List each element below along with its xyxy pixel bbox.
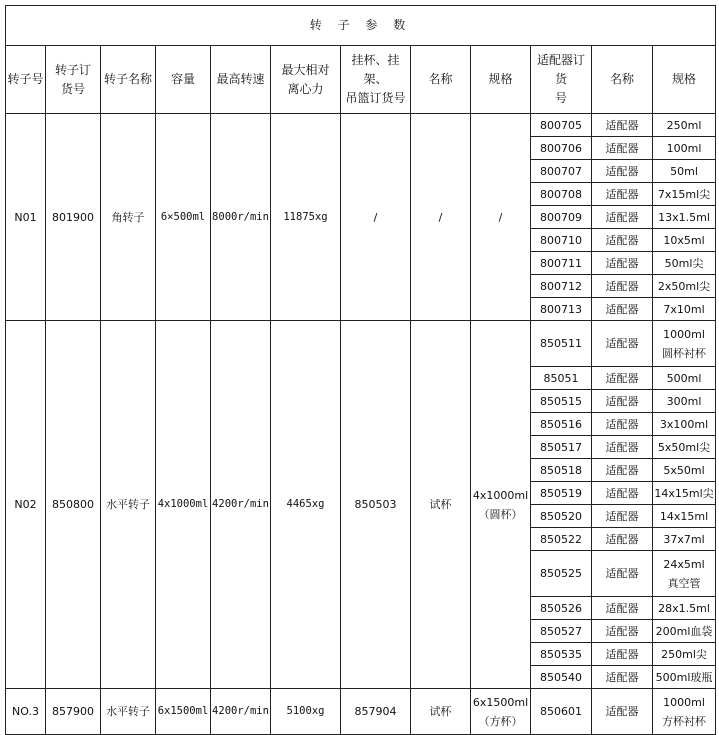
rotor-no-cell: N02 (6, 321, 46, 689)
adapter-spec-line1: 1000ml (663, 695, 705, 709)
adapter-spec-cell (653, 528, 716, 551)
rotor-no-cell: NO.3 (6, 689, 46, 735)
adapter-order-no-cell: 85051 (531, 367, 592, 390)
adapter-spec-line1: 1000ml (663, 327, 705, 341)
header-rotor-name: 转子名称 (101, 46, 156, 114)
adapter-name-cell: 适配器 (592, 666, 653, 689)
adapter-spec-line1: 100ml (666, 141, 702, 155)
adapter-name-cell: 适配器 (592, 597, 653, 620)
adapter-order-no-cell: 800710 (531, 229, 592, 252)
adapter-spec-cell (653, 367, 716, 390)
header-bucket-line3: 吊篮订货号 (345, 91, 406, 105)
header-adapter-order-line2: 号 (554, 91, 567, 105)
bucket-spec-cell (471, 321, 531, 689)
header-order-no-line2: 货号 (60, 81, 85, 96)
adapter-spec-line1: 200ml血袋 (655, 624, 713, 638)
header-capacity: 容量 (156, 46, 211, 114)
header-max-rcf-line1: 最大相对 (281, 62, 330, 77)
adapter-order-no-cell: 800711 (531, 252, 592, 275)
adapter-order-no-cell: 850522 (531, 528, 592, 551)
adapter-order-no-cell: 850515 (531, 390, 592, 413)
adapter-spec-line2: 真空管 (667, 576, 701, 590)
adapter-spec-line1: 10x5ml (663, 233, 705, 247)
header-row (6, 46, 716, 114)
adapter-order-no-cell: 850511 (531, 321, 592, 367)
bucket-spec-line2: （方杯） (478, 714, 523, 728)
adapter-order-no-cell: 850519 (531, 482, 592, 505)
max-speed-cell: 4200r/min (211, 689, 271, 735)
max-rcf-cell: 4465xg (271, 321, 341, 689)
adapter-name-cell: 适配器 (592, 206, 653, 229)
adapter-order-no-cell: 800709 (531, 206, 592, 229)
title-row (6, 6, 716, 46)
adapter-spec-line2: 方杯衬杯 (662, 714, 706, 728)
bucket-spec-line2: （圆杯） (478, 507, 523, 521)
adapter-spec-cell (653, 137, 716, 160)
adapter-spec-line1: 3x100ml (659, 417, 709, 431)
adapter-spec-line1: 37x7ml (663, 532, 705, 546)
adapter-name-cell: 适配器 (592, 528, 653, 551)
adapter-spec-line1: 7x10ml (663, 302, 705, 316)
header-bucket-order-no (341, 46, 411, 114)
adapter-name-cell: 适配器 (592, 689, 653, 735)
bucket-spec-line1: / (498, 210, 503, 224)
rotor-order-no-cell: 801900 (46, 114, 101, 321)
rotor-no-cell: N01 (6, 114, 46, 321)
adapter-spec-cell (653, 666, 716, 689)
max-rcf-cell: 11875xg (271, 114, 341, 321)
adapter-name-cell: 适配器 (592, 551, 653, 597)
adapter-order-no-cell: 800707 (531, 160, 592, 183)
table-row (6, 114, 716, 137)
header-max-rcf (271, 46, 341, 114)
capacity-cell: 6×500ml (156, 114, 211, 321)
header-rotor-no: 转子号 (6, 46, 46, 114)
header-bucket-line2: 架、 (363, 72, 388, 86)
adapter-name-cell: 适配器 (592, 367, 653, 390)
adapter-name-cell: 适配器 (592, 183, 653, 206)
adapter-spec-cell (653, 459, 716, 482)
adapter-spec-cell (653, 206, 716, 229)
table-row (6, 689, 716, 735)
max-rcf-cell: 5100xg (271, 689, 341, 735)
adapter-spec-line1: 5x50ml尖 (657, 440, 711, 454)
adapter-order-no-cell: 850520 (531, 505, 592, 528)
adapter-spec-line1: 50ml (670, 164, 698, 178)
adapter-order-no-cell: 850526 (531, 597, 592, 620)
capacity-cell: 6x1500ml (156, 689, 211, 735)
adapter-spec-cell (653, 689, 716, 735)
header-adapter-order-no (531, 46, 592, 114)
adapter-spec-cell (653, 229, 716, 252)
adapter-name-cell: 适配器 (592, 482, 653, 505)
adapter-spec-cell (653, 252, 716, 275)
bucket-spec-cell (471, 689, 531, 735)
bucket-spec-line1: 6x1500ml (472, 695, 529, 709)
adapter-spec-line1: 500ml玻瓶 (655, 670, 713, 684)
adapter-order-no-cell: 800706 (531, 137, 592, 160)
adapter-order-no-cell: 800712 (531, 275, 592, 298)
bucket-name-cell: 试杯 (411, 321, 471, 689)
header-bucket-line1: 挂杯、挂 (351, 53, 400, 67)
header-name: 名称 (411, 46, 471, 114)
adapter-spec-line1: 250ml (666, 118, 702, 132)
adapter-name-cell: 适配器 (592, 137, 653, 160)
adapter-spec-line1: 300ml (666, 394, 702, 408)
adapter-order-no-cell: 850516 (531, 413, 592, 436)
adapter-spec-cell (653, 114, 716, 137)
max-speed-cell: 4200r/min (211, 321, 271, 689)
bucket-order-no-cell: / (341, 114, 411, 321)
adapter-name-cell: 适配器 (592, 505, 653, 528)
adapter-spec-cell (653, 321, 716, 367)
rotor-name-cell: 水平转子 (101, 689, 156, 735)
rotor-order-no-cell: 857900 (46, 689, 101, 735)
adapter-name-cell: 适配器 (592, 229, 653, 252)
bucket-order-no-cell: 857904 (341, 689, 411, 735)
header-max-speed: 最高转速 (211, 46, 271, 114)
adapter-order-no-cell: 850601 (531, 689, 592, 735)
header-adapter-spec: 规格 (653, 46, 716, 114)
adapter-spec-cell (653, 298, 716, 321)
adapter-order-no-cell: 850540 (531, 666, 592, 689)
header-spec: 规格 (471, 46, 531, 114)
adapter-name-cell: 适配器 (592, 252, 653, 275)
adapter-spec-line2: 圆杯衬杯 (662, 346, 706, 360)
header-order-no (46, 46, 101, 114)
adapter-name-cell: 适配器 (592, 114, 653, 137)
header-order-no-line1: 转子订 (54, 62, 91, 77)
adapter-spec-cell (653, 643, 716, 666)
rotor-parameters-table (5, 5, 716, 735)
bucket-name-cell: 试杯 (411, 689, 471, 735)
adapter-spec-cell (653, 436, 716, 459)
adapter-name-cell: 适配器 (592, 321, 653, 367)
adapter-order-no-cell: 850525 (531, 551, 592, 597)
adapter-spec-cell (653, 413, 716, 436)
adapter-spec-cell (653, 390, 716, 413)
adapter-spec-line1: 5x50ml (663, 463, 705, 477)
rotor-name-cell: 水平转子 (101, 321, 156, 689)
adapter-name-cell: 适配器 (592, 390, 653, 413)
adapter-spec-cell (653, 482, 716, 505)
adapter-order-no-cell: 800708 (531, 183, 592, 206)
header-max-rcf-line2: 离心力 (287, 81, 324, 96)
adapter-spec-line1: 2x50ml尖 (657, 279, 711, 293)
adapter-spec-cell (653, 505, 716, 528)
adapter-order-no-cell: 850527 (531, 620, 592, 643)
header-adapter-name: 名称 (592, 46, 653, 114)
table-title: 转 子 参 数 (6, 6, 716, 46)
adapter-spec-line1: 24x5ml (663, 557, 705, 571)
adapter-name-cell: 适配器 (592, 160, 653, 183)
adapter-order-no-cell: 850518 (531, 459, 592, 482)
adapter-spec-line1: 50ml尖 (664, 256, 704, 270)
adapter-name-cell: 适配器 (592, 275, 653, 298)
rotor-order-no-cell: 850800 (46, 321, 101, 689)
adapter-spec-line1: 28x1.5ml (658, 601, 710, 615)
bucket-name-cell: / (411, 114, 471, 321)
bucket-spec-cell (471, 114, 531, 321)
adapter-order-no-cell: 850517 (531, 436, 592, 459)
adapter-spec-cell (653, 275, 716, 298)
header-adapter-order-line1: 适配器订货 (536, 53, 585, 86)
rotor-name-cell: 角转子 (101, 114, 156, 321)
adapter-spec-line1: 13x1.5ml (658, 210, 710, 224)
bucket-spec-line1: 4x1000ml (472, 488, 529, 502)
adapter-order-no-cell: 800705 (531, 114, 592, 137)
adapter-spec-cell (653, 597, 716, 620)
adapter-spec-line1: 14x15ml尖 (654, 486, 714, 500)
adapter-name-cell: 适配器 (592, 620, 653, 643)
adapter-name-cell: 适配器 (592, 413, 653, 436)
adapter-name-cell: 适配器 (592, 298, 653, 321)
adapter-name-cell: 适配器 (592, 436, 653, 459)
adapter-spec-line1: 500ml (666, 371, 702, 385)
rotor-parameters-document (5, 5, 715, 732)
adapter-spec-line1: 7x15ml尖 (657, 187, 711, 201)
adapter-name-cell: 适配器 (592, 643, 653, 666)
adapter-spec-cell (653, 620, 716, 643)
capacity-cell: 4x1000ml (156, 321, 211, 689)
bucket-order-no-cell: 850503 (341, 321, 411, 689)
adapter-order-no-cell: 800713 (531, 298, 592, 321)
adapter-spec-cell (653, 551, 716, 597)
adapter-spec-line1: 14x15ml (659, 509, 709, 523)
adapter-spec-cell (653, 160, 716, 183)
adapter-name-cell: 适配器 (592, 459, 653, 482)
max-speed-cell: 8000r/min (211, 114, 271, 321)
adapter-spec-cell (653, 183, 716, 206)
table-row (6, 321, 716, 367)
adapter-order-no-cell: 850535 (531, 643, 592, 666)
adapter-spec-line1: 250ml尖 (661, 647, 707, 661)
